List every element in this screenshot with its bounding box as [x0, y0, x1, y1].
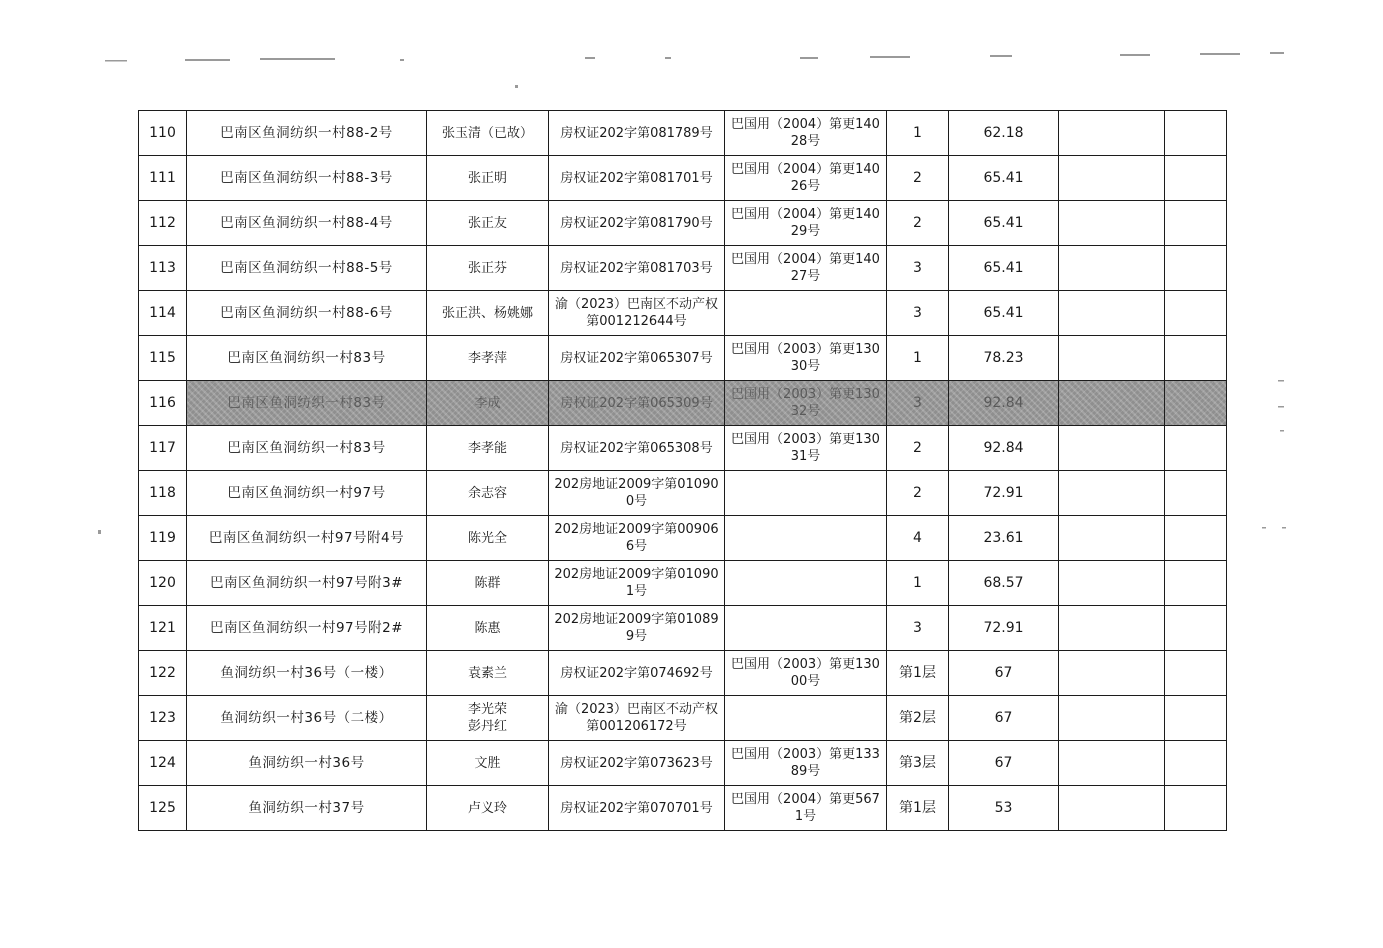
- empty-cell: [1165, 516, 1227, 561]
- row-number-cell: 113: [139, 246, 187, 291]
- land-certificate-cell: [725, 561, 887, 606]
- table-row: [139, 201, 1227, 246]
- owner-cell: 张正明: [427, 156, 549, 201]
- empty-cell: [1165, 201, 1227, 246]
- address-cell: 巴南区鱼洞纺织一村88-6号: [187, 291, 427, 336]
- register-rows: [139, 111, 1227, 831]
- address-cell: 巴南区鱼洞纺织一村97号附2#: [187, 606, 427, 651]
- owner-cell: 陈惠: [427, 606, 549, 651]
- address-cell: 巴南区鱼洞纺织一村97号附3#: [187, 561, 427, 606]
- owner-cell: 张正洪、杨姚娜: [427, 291, 549, 336]
- empty-cell: [1165, 471, 1227, 516]
- empty-cell: [1165, 786, 1227, 831]
- property-certificate-cell: 202房地证2009字第010900号: [549, 471, 725, 516]
- owner-cell: 陈群: [427, 561, 549, 606]
- property-register-table: [138, 110, 1227, 831]
- row-number-cell: 118: [139, 471, 187, 516]
- row-number-cell: 120: [139, 561, 187, 606]
- address-cell: 鱼洞纺织一村36号（二楼）: [187, 696, 427, 741]
- empty-cell: [1165, 561, 1227, 606]
- floor-cell: 3: [887, 246, 949, 291]
- address-cell: 鱼洞纺织一村36号: [187, 741, 427, 786]
- land-certificate-cell: [725, 471, 887, 516]
- owner-cell: 张正友: [427, 201, 549, 246]
- land-certificate-cell: 巴国用（2003）第更13031号: [725, 426, 887, 471]
- property-certificate-cell: 房权证202字第081701号: [549, 156, 725, 201]
- area-cell: 65.41: [949, 156, 1059, 201]
- property-certificate-cell: 房权证202字第081703号: [549, 246, 725, 291]
- empty-cell: [1059, 111, 1165, 156]
- empty-cell: [1165, 111, 1227, 156]
- land-certificate-cell: [725, 696, 887, 741]
- owner-cell: 李孝能: [427, 426, 549, 471]
- table-row: [139, 786, 1227, 831]
- address-cell: 巴南区鱼洞纺织一村97号附4号: [187, 516, 427, 561]
- empty-cell: [1165, 246, 1227, 291]
- land-certificate-cell: 巴国用（2003）第更13030号: [725, 336, 887, 381]
- floor-cell: 第3层: [887, 741, 949, 786]
- area-cell: 68.57: [949, 561, 1059, 606]
- empty-cell: [1059, 246, 1165, 291]
- area-cell: 62.18: [949, 111, 1059, 156]
- empty-cell: [1059, 426, 1165, 471]
- floor-cell: 第1层: [887, 786, 949, 831]
- land-certificate-cell: [725, 606, 887, 651]
- area-cell: 53: [949, 786, 1059, 831]
- empty-cell: [1165, 651, 1227, 696]
- empty-cell: [1165, 381, 1227, 426]
- property-certificate-cell: 渝（2023）巴南区不动产权第001212644号: [549, 291, 725, 336]
- land-certificate-cell: 巴国用（2004）第更14028号: [725, 111, 887, 156]
- area-cell: 67: [949, 651, 1059, 696]
- address-cell: 鱼洞纺织一村36号（一楼）: [187, 651, 427, 696]
- table-row: [139, 291, 1227, 336]
- owner-cell: 陈光全: [427, 516, 549, 561]
- empty-cell: [1165, 741, 1227, 786]
- row-number-cell: 117: [139, 426, 187, 471]
- address-cell: 巴南区鱼洞纺织一村88-3号: [187, 156, 427, 201]
- floor-cell: 第2层: [887, 696, 949, 741]
- table-row: [139, 741, 1227, 786]
- owner-cell: 文胜: [427, 741, 549, 786]
- property-certificate-cell: 202房地证2009字第009066号: [549, 516, 725, 561]
- table-row: [139, 561, 1227, 606]
- empty-cell: [1059, 381, 1165, 426]
- property-certificate-cell: 渝（2023）巴南区不动产权第001206172号: [549, 696, 725, 741]
- property-certificate-cell: 房权证202字第065307号: [549, 336, 725, 381]
- owner-cell: 李孝萍: [427, 336, 549, 381]
- land-certificate-cell: 巴国用（2004）第更14027号: [725, 246, 887, 291]
- area-cell: 65.41: [949, 291, 1059, 336]
- table-row: [139, 426, 1227, 471]
- floor-cell: 2: [887, 156, 949, 201]
- property-certificate-cell: 房权证202字第073623号: [549, 741, 725, 786]
- owner-cell: 张正芬: [427, 246, 549, 291]
- land-certificate-cell: [725, 291, 887, 336]
- land-certificate-cell: 巴国用（2003）第更13000号: [725, 651, 887, 696]
- owner-cell: 卢义玲: [427, 786, 549, 831]
- row-number-cell: 110: [139, 111, 187, 156]
- property-certificate-cell: 房权证202字第081789号: [549, 111, 725, 156]
- area-cell: 92.84: [949, 426, 1059, 471]
- owner-cell: 余志容: [427, 471, 549, 516]
- empty-cell: [1059, 786, 1165, 831]
- table-row: [139, 246, 1227, 291]
- empty-cell: [1059, 741, 1165, 786]
- row-number-cell: 123: [139, 696, 187, 741]
- area-cell: 23.61: [949, 516, 1059, 561]
- owner-cell: 李成: [427, 381, 549, 426]
- floor-cell: 3: [887, 381, 949, 426]
- table-row: [139, 381, 1227, 426]
- property-certificate-cell: 202房地证2009字第010901号: [549, 561, 725, 606]
- table-row: [139, 651, 1227, 696]
- area-cell: 72.91: [949, 471, 1059, 516]
- address-cell: 巴南区鱼洞纺织一村83号: [187, 426, 427, 471]
- empty-cell: [1165, 336, 1227, 381]
- property-certificate-cell: 房权证202字第081790号: [549, 201, 725, 246]
- table-row: [139, 606, 1227, 651]
- table-row: [139, 111, 1227, 156]
- property-certificate-cell: 房权证202字第070701号: [549, 786, 725, 831]
- empty-cell: [1165, 291, 1227, 336]
- floor-cell: 1: [887, 561, 949, 606]
- floor-cell: 第1层: [887, 651, 949, 696]
- empty-cell: [1059, 606, 1165, 651]
- area-cell: 67: [949, 741, 1059, 786]
- property-certificate-cell: 房权证202字第065308号: [549, 426, 725, 471]
- table-row: [139, 156, 1227, 201]
- land-certificate-cell: 巴国用（2004）第更5671号: [725, 786, 887, 831]
- land-certificate-cell: 巴国用（2004）第更14026号: [725, 156, 887, 201]
- table-row: [139, 696, 1227, 741]
- row-number-cell: 124: [139, 741, 187, 786]
- row-number-cell: 122: [139, 651, 187, 696]
- empty-cell: [1059, 156, 1165, 201]
- row-number-cell: 115: [139, 336, 187, 381]
- owner-cell: 张玉清（已故）: [427, 111, 549, 156]
- floor-cell: 4: [887, 516, 949, 561]
- address-cell: 巴南区鱼洞纺织一村88-4号: [187, 201, 427, 246]
- row-number-cell: 116: [139, 381, 187, 426]
- empty-cell: [1059, 651, 1165, 696]
- property-certificate-cell: 房权证202字第074692号: [549, 651, 725, 696]
- owner-cell: 李光荣 彭丹红: [427, 696, 549, 741]
- table-row: [139, 471, 1227, 516]
- row-number-cell: 112: [139, 201, 187, 246]
- empty-cell: [1165, 606, 1227, 651]
- empty-cell: [1059, 201, 1165, 246]
- address-cell: 巴南区鱼洞纺织一村83号: [187, 381, 427, 426]
- empty-cell: [1059, 561, 1165, 606]
- empty-cell: [1165, 696, 1227, 741]
- row-number-cell: 111: [139, 156, 187, 201]
- land-certificate-cell: 巴国用（2004）第更14029号: [725, 201, 887, 246]
- row-number-cell: 121: [139, 606, 187, 651]
- floor-cell: 3: [887, 291, 949, 336]
- address-cell: 巴南区鱼洞纺织一村97号: [187, 471, 427, 516]
- floor-cell: 2: [887, 426, 949, 471]
- area-cell: 78.23: [949, 336, 1059, 381]
- area-cell: 65.41: [949, 201, 1059, 246]
- address-cell: 巴南区鱼洞纺织一村83号: [187, 336, 427, 381]
- floor-cell: 1: [887, 111, 949, 156]
- row-number-cell: 119: [139, 516, 187, 561]
- floor-cell: 3: [887, 606, 949, 651]
- empty-cell: [1059, 516, 1165, 561]
- area-cell: 65.41: [949, 246, 1059, 291]
- land-certificate-cell: [725, 516, 887, 561]
- floor-cell: 2: [887, 471, 949, 516]
- owner-cell: 袁素兰: [427, 651, 549, 696]
- table-row: [139, 516, 1227, 561]
- table-row: [139, 336, 1227, 381]
- address-cell: 鱼洞纺织一村37号: [187, 786, 427, 831]
- empty-cell: [1059, 696, 1165, 741]
- empty-cell: [1059, 336, 1165, 381]
- floor-cell: 2: [887, 201, 949, 246]
- row-number-cell: 125: [139, 786, 187, 831]
- empty-cell: [1059, 471, 1165, 516]
- row-number-cell: 114: [139, 291, 187, 336]
- empty-cell: [1165, 156, 1227, 201]
- property-certificate-cell: 202房地证2009字第010899号: [549, 606, 725, 651]
- empty-cell: [1059, 291, 1165, 336]
- area-cell: 72.91: [949, 606, 1059, 651]
- floor-cell: 1: [887, 336, 949, 381]
- land-certificate-cell: 巴国用（2003）第更13032号: [725, 381, 887, 426]
- area-cell: 92.84: [949, 381, 1059, 426]
- empty-cell: [1165, 426, 1227, 471]
- address-cell: 巴南区鱼洞纺织一村88-2号: [187, 111, 427, 156]
- property-certificate-cell: 房权证202字第065309号: [549, 381, 725, 426]
- land-certificate-cell: 巴国用（2003）第更13389号: [725, 741, 887, 786]
- area-cell: 67: [949, 696, 1059, 741]
- address-cell: 巴南区鱼洞纺织一村88-5号: [187, 246, 427, 291]
